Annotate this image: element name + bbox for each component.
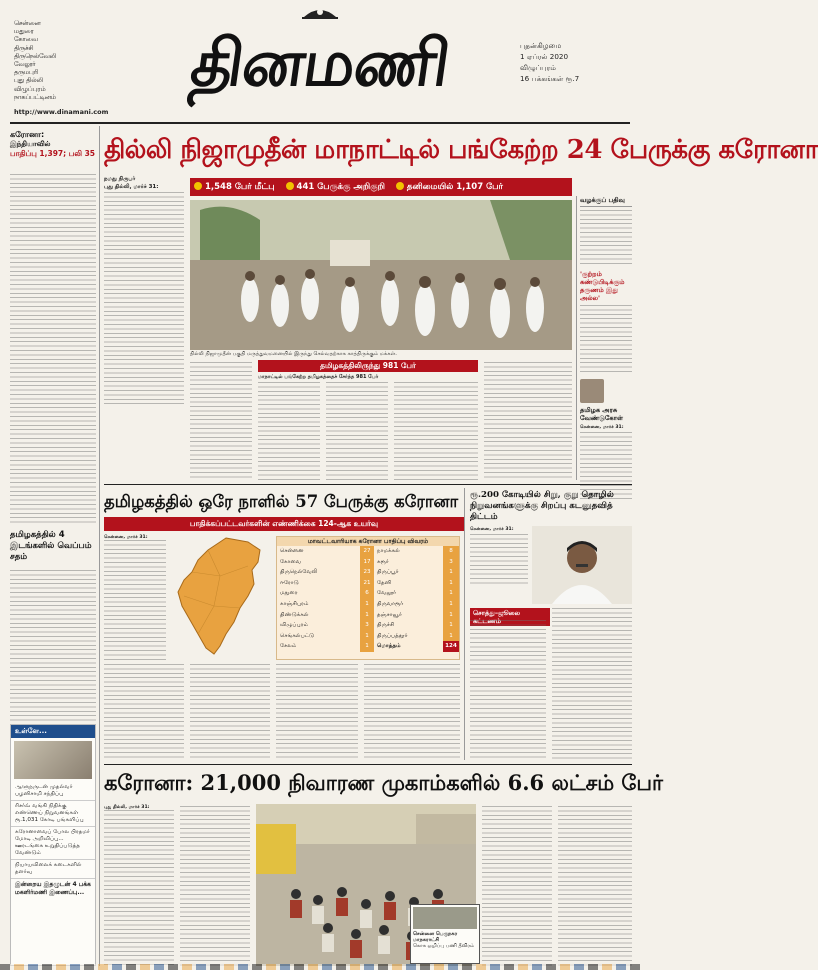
date: 1 ஏப்ரல் 2020 xyxy=(520,52,569,61)
lead-body-col2 xyxy=(190,362,252,480)
box-line2: பாதிப்பு 1,397; பலி 35 xyxy=(10,149,96,158)
lead-byline: நமது நிருபர் xyxy=(104,176,136,182)
camps-dateline: புது தில்லி, மார்ச் 31: xyxy=(104,805,150,810)
side3-dateline: சென்னை, மார்ச் 31: xyxy=(580,425,624,430)
side1-body xyxy=(580,210,632,266)
scheme-dateline: சென்னை, மார்ச் 31: xyxy=(470,527,514,532)
tn-headline[interactable]: தமிழகத்தில் ஒரே நாளில் 57 பேருக்கு கரோனா xyxy=(104,492,459,511)
day: புதன்கிழமை xyxy=(520,41,562,50)
scheme-body-col3 xyxy=(470,620,546,760)
table-row: சென்னை 27 நாமக்கல் 8 xyxy=(277,546,459,557)
box-title: கரோனா: xyxy=(10,130,45,139)
tn-body-col6 xyxy=(364,664,460,760)
scheme-caption: சொத்து–ஜூலை கட்டணம் xyxy=(470,608,550,626)
table-row: ஈரோடு 21 தேனி 1 xyxy=(277,578,459,589)
table-row: மதுரை 6 வேலூர் 1 xyxy=(277,588,459,599)
heat-story-headline[interactable]: தமிழகத்தில் 4 இடங்களில் வெப்பம் சதம் xyxy=(10,530,92,562)
india-count-box[interactable] xyxy=(10,130,96,170)
edition-10: நாகப்பட்டினம் xyxy=(14,93,56,101)
edition-4: திருச்சி xyxy=(14,44,34,52)
lead-stats-bar xyxy=(190,178,572,196)
edition-9: விழுப்புரம் xyxy=(14,85,46,93)
table-row: காஞ்சிபுரம் 1 திருவாரூர் 1 xyxy=(277,599,459,610)
camps-headline[interactable]: கரோனா: 21,000 நிவாரண முகாம்களில் 6.6 லட்சம் பேர் xyxy=(104,770,663,795)
box-line1: இந்தியாவில் xyxy=(10,140,51,148)
register-marks xyxy=(0,964,640,970)
tn-dateline: சென்னை, மார்ச் 31: xyxy=(104,535,148,540)
side2-body xyxy=(580,305,632,375)
edition-list xyxy=(14,20,100,108)
left-column xyxy=(10,126,96,966)
table-row: திருநெல்வேலி 23 திருப்பூர் 1 xyxy=(277,567,459,578)
scheme-body-col1 xyxy=(470,534,528,584)
tn-map xyxy=(168,536,274,660)
lead-body-col6 xyxy=(484,362,572,480)
scheme-divider xyxy=(464,488,465,760)
lead-dateline: புது தில்லி, மார்ச் 31: xyxy=(104,184,159,190)
inner-brief-4[interactable]: நியாயவிலைக் கடைகளில் தளர்வு xyxy=(11,860,95,879)
inner-brief-2[interactable]: ரிசர்வ் வங்கி நிதிக்கு எண்ணெய் நிறுவனங்கள் ரூ.1,031 கோடி பங்களிப்பு xyxy=(11,801,95,827)
pages-price: 16 பக்கங்கள் ரூ.7 xyxy=(520,74,580,83)
section-rule-1 xyxy=(104,484,632,485)
left-col-divider xyxy=(99,126,100,966)
lead-headline[interactable]: தில்லி நிஜாமுதீன் மாநாட்டில் பங்கேற்ற 24 பேருக்கு கரோனா xyxy=(104,135,818,165)
scheme-headline[interactable]: ரூ.200 கோடியில் சிறு, குறு தொழில் நிறுவனங்களுக்கு சிறப்பு கடனுதவித் திட்டம் xyxy=(470,490,614,522)
table-row: செங்கல்பட்டு 1 திருப்பத்தூர் 1 xyxy=(277,631,459,642)
ad-text: கொசு ஒழிப்பு பணி தீவிரம் xyxy=(413,943,474,949)
tn-body-col1 xyxy=(104,540,166,660)
camps-body-col1 xyxy=(104,810,174,966)
cm-photo xyxy=(532,526,632,604)
camps-body-col2 xyxy=(180,806,250,966)
left-body-text-2 xyxy=(10,570,96,730)
bullet-icon xyxy=(194,182,202,190)
stat-recovered: 1,548 பேர் மீட்பு xyxy=(194,182,275,192)
lead-body-col1 xyxy=(104,192,184,406)
place: விழுப்புரம் xyxy=(520,63,557,72)
govt-appeal-title[interactable]: தமிழக அரசு வேண்டுகோள் xyxy=(580,406,623,422)
inner-brief-1[interactable]: ஆளுநருடன் முதல்வர் பழனிசாமி சந்திப்பு xyxy=(11,782,95,801)
logo[interactable]: தினமணி xyxy=(186,26,454,101)
tn-body-col4 xyxy=(276,664,358,760)
lead-photo-caption: தில்லி நிஜாமுதீன் பகுதி மருத்துவமனையில் இருந்து செல்வதற்காக காத்திருக்கும் மக்கள். xyxy=(190,351,397,357)
bullet-icon xyxy=(396,182,404,190)
stat-isolation: தனிமையில் 1,107 பேர் xyxy=(396,182,503,192)
blame-quote-title[interactable]: 'குற்றம் கண்டுபிடிக்கும் தருணம் இது அல்ல' xyxy=(580,270,625,302)
stat-symptoms: 441 பேருக்கு அறிகுறி xyxy=(286,182,385,192)
edition-7: தருமபுரி xyxy=(14,69,39,77)
tn-subhead: பாதிக்கப்பட்டவர்களின் எண்ணிக்கை 124-ஆக உயர்வு xyxy=(104,517,464,531)
table-row: திண்டுக்கல் 1 தஞ்சாவூர் 1 xyxy=(277,610,459,621)
lead-body-col3 xyxy=(258,382,320,480)
masthead-divider xyxy=(10,122,630,124)
person-thumb xyxy=(580,379,604,403)
table-row: விழுப்புரம் 3 திருச்சி 1 xyxy=(277,620,459,631)
bullet-icon xyxy=(286,182,294,190)
website-url[interactable]: http://www.dinamani.com xyxy=(14,108,109,116)
inner-photo xyxy=(14,741,92,779)
inner-brief-3[interactable]: கரோனாவைப் போல பிரதமர் மோடி அறிவிப்பு... ஊரடங்கை உறுதிப்படுத்த வேண்டும் xyxy=(11,827,95,860)
camps-body-col4 xyxy=(558,806,632,966)
inner-label: உள்ளே... xyxy=(11,725,95,738)
edition-3: கோவை xyxy=(14,36,38,44)
section-rule-2 xyxy=(104,764,632,765)
edition-8: புது தில்லி xyxy=(14,77,43,85)
lead-body-col4 xyxy=(326,382,388,480)
lead-photo xyxy=(190,200,572,350)
tn-delegates-bar: தமிழகத்திலிருந்து 981 பேர் xyxy=(258,360,478,372)
right-column xyxy=(580,196,632,480)
masthead xyxy=(0,0,640,124)
edition-2: மதுரை xyxy=(14,28,34,36)
camps-body-col3 xyxy=(482,806,552,966)
tn-delegates-lead: மாநாட்டில் பங்கேற்ற தமிழகத்தைச் சேர்ந்த 981 பேர் xyxy=(258,374,379,380)
edition-6: வேலூர் xyxy=(14,61,36,69)
tn-body-col2 xyxy=(104,664,184,760)
ad-title: சென்னை பெருநகர மாநகராட்சி xyxy=(413,931,458,943)
ad-photo xyxy=(413,907,477,929)
inner-brief-5[interactable]: இன்றைய இதழுடன் 4 பக்க மகளிர்மணி இணைப்பு... xyxy=(15,881,91,896)
corporation-ad[interactable] xyxy=(410,904,480,964)
edition-1: சென்னை xyxy=(14,20,41,27)
lead-body-col5 xyxy=(394,382,478,480)
scheme-body-col4 xyxy=(552,608,632,760)
inner-pages-box xyxy=(10,724,96,966)
right-col-divider xyxy=(576,196,577,480)
case-registered-title[interactable]: வழக்குப் பதிவு xyxy=(580,196,632,207)
left-body-text-1 xyxy=(10,174,96,524)
edition-5: திருநெல்வேலி xyxy=(14,52,57,60)
table-row: கோவை 17 கரூர் 3 xyxy=(277,557,459,568)
table-row-total: சேலம் 1 மொத்தம் 124 xyxy=(277,641,459,652)
tn-body-col3 xyxy=(190,664,270,760)
table-title: மாவட்டவாரியாக கரோனா பாதிப்பு விவரம் xyxy=(277,537,459,546)
date-box xyxy=(520,40,630,84)
